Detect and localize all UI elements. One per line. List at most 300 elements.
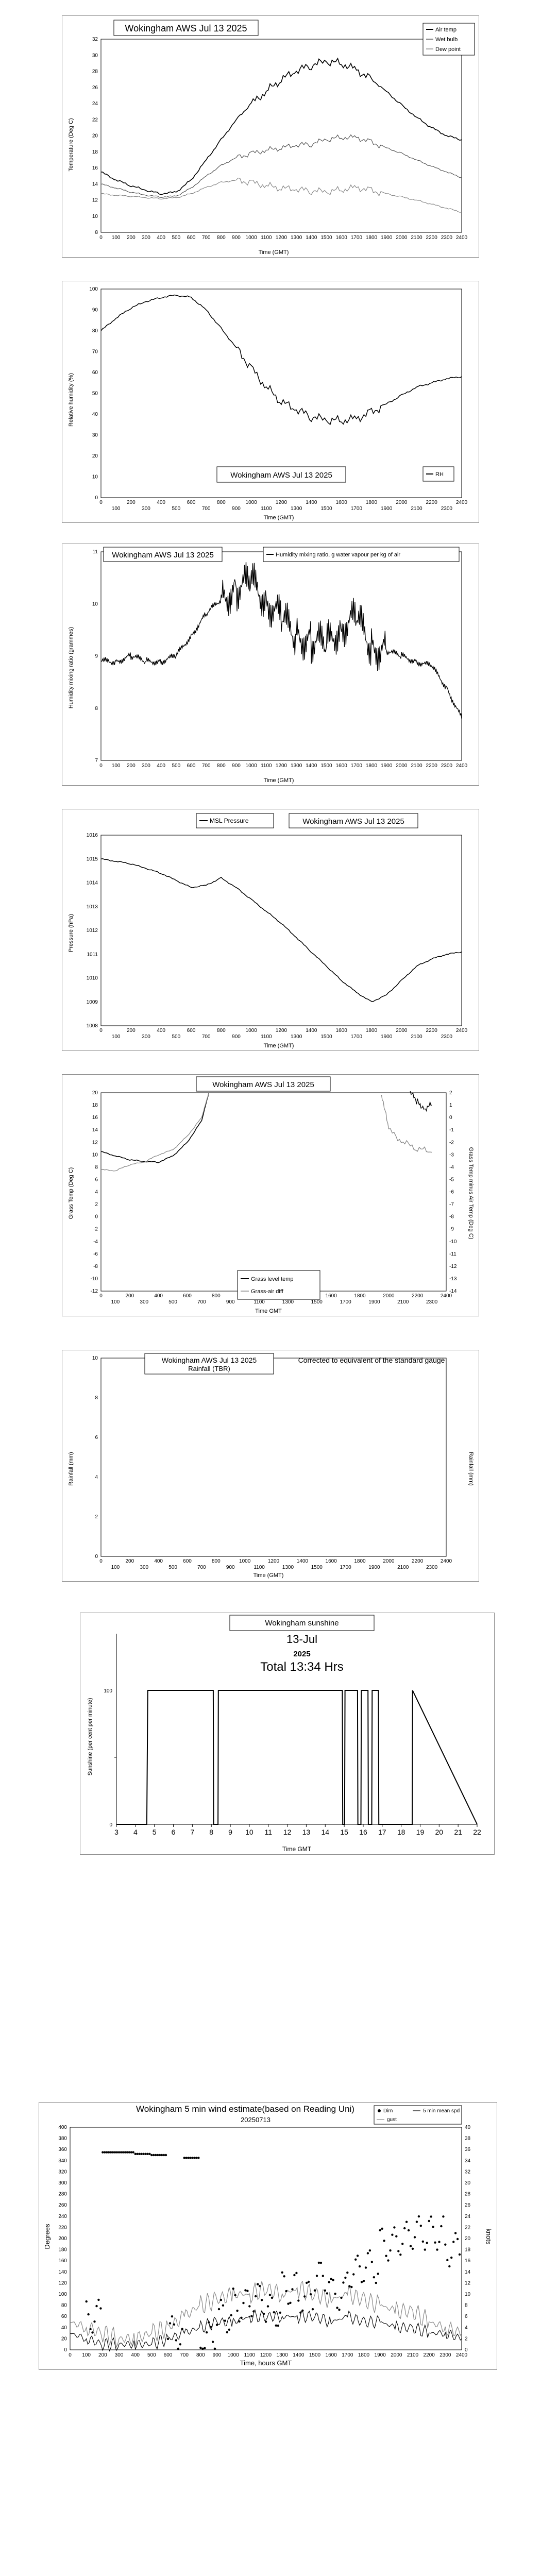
x-tick-label: 500	[168, 1299, 177, 1305]
y2-tick-label: -4	[449, 1164, 454, 1171]
direction-point	[399, 2253, 401, 2256]
x-tick-label: 3	[114, 1828, 119, 1836]
y-tick-label: 7	[95, 758, 98, 764]
rainfall-chart	[62, 1350, 479, 1581]
legend-label: Dew point	[435, 46, 461, 53]
direction-point	[430, 2215, 432, 2217]
y-tick-label: 60	[92, 370, 98, 376]
direction-point	[436, 2248, 438, 2250]
direction-point	[346, 2272, 348, 2274]
direction-point	[273, 2311, 275, 2313]
y-tick-label: -8	[93, 1263, 98, 1269]
temperature-chart-panel	[62, 15, 479, 258]
direction-point	[332, 2279, 334, 2281]
direction-point	[104, 2151, 106, 2153]
x-tick-label: 1800	[365, 763, 378, 769]
direction-point	[173, 2324, 175, 2326]
x-tick-label: 900	[232, 235, 241, 241]
x-tick-label: 2000	[391, 2352, 402, 2358]
direction-point	[169, 2322, 171, 2324]
direction-point	[120, 2151, 122, 2153]
direction-point	[228, 2329, 230, 2331]
direction-point	[330, 2278, 332, 2280]
y2-tick-label: -10	[449, 1239, 457, 1245]
y-tick-label: 200	[58, 2236, 67, 2242]
x-tick-label: 700	[201, 1034, 211, 1040]
direction-point	[124, 2151, 126, 2153]
direction-point	[275, 2325, 277, 2327]
y2-tick-label: -14	[449, 1289, 457, 1294]
direction-point	[157, 2154, 159, 2156]
direction-point	[161, 2154, 163, 2156]
y2-tick-label: 34	[465, 2158, 471, 2164]
x-tick-label: 1800	[354, 1293, 366, 1299]
direction-point	[222, 2304, 224, 2307]
direction-point	[177, 2348, 179, 2350]
chart-note: Corrected to equivalent of the standard gauge	[298, 1356, 445, 1364]
direction-point	[165, 2154, 167, 2156]
x-tick-label: 1300	[291, 763, 302, 769]
x-tick-label: 1500	[320, 235, 332, 241]
x-tick-label: 0	[99, 763, 103, 769]
y-tick-label: 1013	[86, 904, 98, 910]
direction-point	[86, 2300, 88, 2302]
x-tick-label: 1900	[368, 1565, 380, 1570]
direction-point	[238, 2320, 240, 2323]
x-tick-label: 1000	[245, 235, 257, 241]
x-tick-label: 400	[154, 1558, 163, 1564]
direction-point	[187, 2157, 189, 2159]
plot-area	[101, 39, 462, 232]
y-tick-label: 1014	[86, 880, 98, 886]
y2-tick-label: 2	[449, 1090, 452, 1096]
x-tick-label: 2100	[397, 1565, 409, 1570]
x-tick-label: 16	[359, 1828, 367, 1836]
x-tick-label: 0	[99, 1558, 103, 1564]
x-tick-label: 2300	[441, 1034, 452, 1040]
x-tick-label: 1700	[350, 763, 362, 769]
x-tick-label: 1300	[282, 1299, 294, 1305]
x-tick-label: 2300	[441, 763, 452, 769]
direction-point	[236, 2310, 238, 2312]
humidity-chart	[62, 281, 479, 522]
x-tick-label: 900	[232, 506, 241, 512]
x-tick-label: 400	[157, 235, 166, 241]
direction-point	[308, 2281, 310, 2283]
y-tick-label: 4	[95, 1189, 98, 1195]
direction-point	[291, 2288, 293, 2290]
y2-tick-label: 26	[465, 2202, 471, 2209]
rainfall-chart-panel	[62, 1350, 479, 1582]
y-tick-label: 320	[58, 2169, 67, 2175]
grass-temp-chart	[62, 1075, 479, 1316]
direction-point	[391, 2234, 393, 2236]
x-tick-label: 2100	[411, 235, 422, 241]
direction-point	[91, 2331, 93, 2333]
x-tick-label: 1800	[358, 2352, 370, 2358]
y-axis-label: Relative humidity (%)	[68, 373, 74, 427]
x-tick-label: 1800	[365, 500, 378, 505]
y-tick-label: 6	[95, 1435, 98, 1440]
direction-point	[342, 2281, 344, 2283]
x-tick-label: 4	[133, 1828, 138, 1836]
x-tick-label: 2300	[441, 235, 452, 241]
y-tick-label: 2	[95, 1201, 98, 1208]
x-axis-label: Time (GMT)	[263, 515, 294, 521]
direction-point	[369, 2249, 371, 2251]
direction-point	[281, 2272, 283, 2274]
y-tick-label: 20	[92, 133, 98, 139]
y-tick-label: 40	[92, 412, 98, 417]
x-tick-label: 6	[171, 1828, 176, 1836]
chart-title: Wokingham AWS Jul 13 2025	[125, 23, 247, 33]
x-tick-label: 1600	[325, 2352, 337, 2358]
x-tick-label: 200	[126, 1028, 136, 1033]
direction-point	[277, 2325, 279, 2327]
y-tick-label: 40	[61, 2325, 67, 2331]
x-tick-label: 12	[283, 1828, 292, 1836]
x-tick-label: 2000	[383, 1558, 395, 1564]
y-tick-label: 240	[58, 2213, 67, 2219]
mixing-ratio-chart-panel	[62, 544, 479, 786]
direction-point	[283, 2275, 285, 2277]
y-tick-label: 14	[92, 181, 98, 188]
x-axis-label: Time GMT	[282, 1845, 312, 1853]
x-tick-label: 2400	[455, 1028, 468, 1033]
direction-point	[442, 2215, 444, 2217]
y2-tick-label: -9	[449, 1226, 454, 1232]
x-tick-label: 14	[321, 1828, 330, 1836]
direction-point	[320, 2262, 322, 2264]
direction-point	[452, 2241, 454, 2243]
y2-tick-label: 1	[449, 1103, 452, 1109]
direction-point	[401, 2243, 403, 2245]
legend-label: Air temp	[435, 27, 457, 33]
x-tick-label: 300	[142, 763, 150, 769]
x-tick-label: 19	[416, 1828, 425, 1836]
direction-point	[257, 2283, 259, 2285]
direction-point	[116, 2151, 118, 2153]
pressure-chart-panel	[62, 809, 479, 1051]
direction-point	[314, 2290, 316, 2292]
direction-point	[432, 2226, 434, 2228]
x-tick-label: 2100	[411, 763, 422, 769]
x-tick-label: 1300	[291, 506, 302, 512]
x-tick-label: 200	[126, 763, 136, 769]
direction-point	[426, 2242, 428, 2244]
y-tick-label: 380	[58, 2136, 67, 2142]
direction-point	[312, 2308, 314, 2310]
direction-point	[383, 2240, 385, 2242]
x-tick-label: 15	[340, 1828, 348, 1836]
temperature-chart	[62, 16, 479, 257]
direction-point	[334, 2293, 336, 2295]
chart-legend	[196, 814, 274, 828]
y-tick-label: 220	[58, 2225, 67, 2231]
direction-point	[340, 2297, 342, 2299]
x-tick-label: 1000	[245, 763, 257, 769]
y-tick-label: 12	[92, 1140, 98, 1146]
direction-point	[363, 2280, 365, 2282]
y2-tick-label: -5	[449, 1177, 454, 1183]
y-tick-label: 26	[92, 84, 98, 91]
direction-point	[106, 2151, 108, 2153]
x-tick-label: 900	[232, 763, 241, 769]
x-tick-label: 700	[201, 235, 211, 241]
direction-point	[428, 2220, 430, 2222]
x-tick-label: 1300	[282, 1565, 294, 1570]
y2-tick-label: -13	[449, 1276, 457, 1282]
x-tick-label: 100	[111, 1299, 120, 1305]
x-tick-label: 1700	[350, 506, 362, 512]
y2-tick-label: 8	[465, 2302, 468, 2309]
plot-area	[101, 1093, 446, 1291]
x-tick-label: 1500	[320, 506, 332, 512]
direction-point	[144, 2153, 146, 2155]
direction-point	[395, 2235, 397, 2238]
x-tick-label: 600	[183, 1293, 192, 1299]
direction-point	[153, 2154, 155, 2156]
x-tick-label: 2300	[426, 1299, 438, 1305]
x-tick-label: 900	[226, 1299, 235, 1305]
direction-point	[457, 2238, 459, 2240]
plot-area	[70, 2127, 462, 2350]
x-tick-label: 600	[187, 1028, 196, 1033]
x-tick-label: 600	[183, 1558, 192, 1564]
x-tick-label: 1600	[325, 1558, 337, 1564]
direction-point	[365, 2266, 367, 2268]
x-tick-label: 1500	[311, 1565, 323, 1570]
y-tick-label: 60	[61, 2314, 67, 2320]
direction-point	[267, 2305, 269, 2307]
direction-point	[159, 2154, 161, 2156]
y-tick-label: 1012	[86, 928, 98, 934]
y-tick-label: 80	[92, 328, 98, 334]
y2-tick-label: -6	[449, 1189, 454, 1195]
direction-point	[87, 2313, 89, 2315]
y-tick-label: 32	[92, 37, 98, 42]
y-tick-label: -2	[93, 1226, 98, 1232]
y-tick-label: 10	[92, 1355, 98, 1361]
direction-point	[163, 2154, 165, 2156]
direction-point	[95, 2305, 97, 2307]
direction-point	[255, 2295, 257, 2297]
y2-tick-label: -12	[449, 1263, 457, 1269]
direction-point	[367, 2252, 369, 2254]
x-tick-label: 800	[216, 500, 226, 505]
y-tick-label: 1011	[87, 952, 98, 958]
direction-point	[373, 2276, 375, 2278]
y-tick-label: 100	[89, 286, 98, 292]
direction-point	[446, 2259, 448, 2261]
y-tick-label: 1009	[86, 999, 98, 1005]
y-tick-label: 360	[58, 2147, 67, 2153]
direction-point	[146, 2153, 148, 2155]
direction-point	[269, 2294, 271, 2296]
y-tick-label: 160	[58, 2258, 67, 2264]
plot-area	[101, 552, 462, 760]
x-tick-label: 400	[131, 2352, 140, 2358]
direction-point	[171, 2315, 173, 2317]
direction-point	[285, 2290, 287, 2292]
direction-point	[204, 2347, 206, 2349]
x-tick-label: 600	[187, 763, 196, 769]
direction-point	[263, 2313, 265, 2315]
legend-label: Grass-air diff	[251, 1289, 283, 1295]
direction-point	[289, 2302, 291, 2304]
mixing-ratio-chart	[62, 544, 479, 785]
y2-axis-label: Grass Temp minus Air Temp (Deg C)	[468, 1147, 474, 1240]
y-tick-label: 100	[104, 1688, 112, 1694]
direction-point	[371, 2261, 373, 2263]
y2-tick-label: -3	[449, 1152, 454, 1158]
y2-tick-label: -1	[449, 1127, 454, 1133]
x-tick-label: 1900	[381, 1034, 393, 1040]
x-tick-label: 2200	[426, 500, 437, 505]
x-axis-label: Time (GMT)	[263, 1043, 294, 1049]
direction-point	[122, 2151, 124, 2153]
x-tick-label: 600	[187, 500, 196, 505]
y-tick-label: 28	[92, 69, 98, 75]
x-tick-label: 2200	[426, 763, 437, 769]
y-axis-label: Humidity mixing ratio (grammes)	[68, 626, 74, 709]
direction-point	[381, 2228, 383, 2230]
direction-point	[352, 2273, 354, 2275]
x-tick-label: 22	[473, 1828, 481, 1836]
sunshine-total: Total 13:34 Hrs	[260, 1660, 344, 1674]
y2-tick-label: 20	[465, 2236, 471, 2242]
x-tick-label: 700	[180, 2352, 189, 2358]
direction-point	[279, 2312, 281, 2314]
x-tick-label: 2300	[439, 2352, 451, 2358]
direction-point	[246, 2290, 248, 2292]
y2-tick-label: -2	[449, 1140, 454, 1146]
direction-point	[424, 2248, 426, 2250]
x-tick-label: 800	[211, 1558, 221, 1564]
y-tick-label: 6	[95, 1177, 98, 1183]
y2-tick-label: 28	[465, 2191, 471, 2197]
y-tick-label: 16	[92, 1115, 98, 1121]
direction-point	[420, 2225, 422, 2227]
y-tick-label: 80	[61, 2302, 67, 2309]
x-tick-label: 200	[126, 235, 136, 241]
y2-axis-label: Rainfall (mm)	[468, 1452, 474, 1486]
y-tick-label: 400	[58, 2125, 67, 2130]
x-tick-label: 900	[212, 2352, 222, 2358]
direction-point	[412, 2248, 414, 2250]
direction-point	[454, 2232, 457, 2234]
x-tick-label: 100	[111, 763, 121, 769]
x-tick-label: 1700	[350, 1034, 362, 1040]
x-tick-label: 1900	[381, 763, 393, 769]
x-tick-label: 800	[211, 1293, 221, 1299]
x-tick-label: 2200	[412, 1293, 424, 1299]
chart-legend	[374, 2106, 462, 2124]
direction-point	[248, 2305, 250, 2307]
x-tick-label: 1400	[306, 1028, 317, 1033]
x-tick-label: 1500	[309, 2352, 321, 2358]
x-tick-label: 1600	[335, 235, 347, 241]
x-tick-label: 1600	[335, 763, 347, 769]
direction-point	[344, 2277, 346, 2279]
direction-point	[108, 2151, 110, 2153]
direction-point	[226, 2331, 228, 2333]
direction-point	[150, 2154, 153, 2156]
direction-point	[136, 2153, 138, 2155]
y-tick-label: 24	[92, 101, 98, 107]
y-tick-label: 140	[58, 2269, 67, 2275]
direction-point	[220, 2299, 222, 2301]
direction-point	[389, 2249, 391, 2251]
y-tick-label: 30	[92, 432, 98, 438]
chart-title: Wokingham AWS Jul 13 2025	[230, 471, 332, 480]
y2-tick-label: 38	[465, 2136, 471, 2142]
y2-tick-label: 18	[465, 2247, 471, 2253]
y-tick-label: 300	[58, 2180, 67, 2186]
direction-point	[359, 2265, 361, 2267]
x-tick-label: 18	[397, 1828, 405, 1836]
direction-point	[181, 2328, 183, 2330]
x-tick-label: 1100	[244, 2352, 256, 2358]
x-tick-label: 900	[226, 1565, 235, 1570]
y-tick-label: 0	[95, 1214, 98, 1220]
x-tick-label: 1200	[275, 763, 288, 769]
direction-point	[89, 2328, 91, 2330]
x-tick-label: 0	[99, 235, 103, 241]
x-tick-label: 1800	[354, 1558, 366, 1564]
direction-point	[287, 2302, 289, 2304]
x-tick-label: 500	[172, 763, 181, 769]
x-tick-label: 1100	[253, 1299, 265, 1305]
y-tick-label: 8	[95, 705, 98, 711]
legend-label: Grass level temp	[251, 1276, 294, 1282]
direction-point	[142, 2153, 144, 2155]
y-tick-label: -10	[90, 1276, 98, 1282]
y2-tick-label: 12	[465, 2280, 471, 2286]
y-tick-label: 280	[58, 2191, 67, 2197]
y-tick-label: 0	[64, 2347, 67, 2353]
x-tick-label: 100	[111, 1565, 120, 1570]
x-tick-label: 1700	[342, 2352, 353, 2358]
direction-point	[206, 2331, 208, 2333]
direction-point	[167, 2338, 169, 2340]
direction-point	[179, 2343, 181, 2345]
direction-point	[240, 2317, 242, 2319]
direction-point	[271, 2297, 273, 2299]
direction-point	[185, 2157, 187, 2159]
y-tick-label: 8	[95, 230, 98, 235]
x-tick-label: 400	[157, 763, 166, 769]
x-tick-label: 1300	[291, 1034, 302, 1040]
chart-title: Wokingham AWS Jul 13 2025	[112, 551, 214, 560]
direction-point	[385, 2255, 387, 2257]
x-tick-label: 0	[99, 500, 103, 505]
direction-point	[354, 2259, 357, 2261]
x-tick-label: 700	[201, 506, 211, 512]
direction-point	[193, 2157, 195, 2159]
y-tick-label: 340	[58, 2158, 67, 2164]
y2-tick-label: 2	[465, 2336, 468, 2342]
x-tick-label: 300	[140, 1299, 149, 1305]
x-tick-label: 1500	[311, 1299, 323, 1305]
y2-tick-label: 24	[465, 2213, 471, 2219]
y-tick-label: 8	[95, 1395, 98, 1401]
x-tick-label: 2400	[455, 2352, 468, 2358]
x-tick-label: 400	[157, 1028, 166, 1033]
x-tick-label: 1400	[306, 763, 317, 769]
x-tick-label: 500	[147, 2352, 156, 2358]
x-tick-label: 1300	[276, 2352, 288, 2358]
